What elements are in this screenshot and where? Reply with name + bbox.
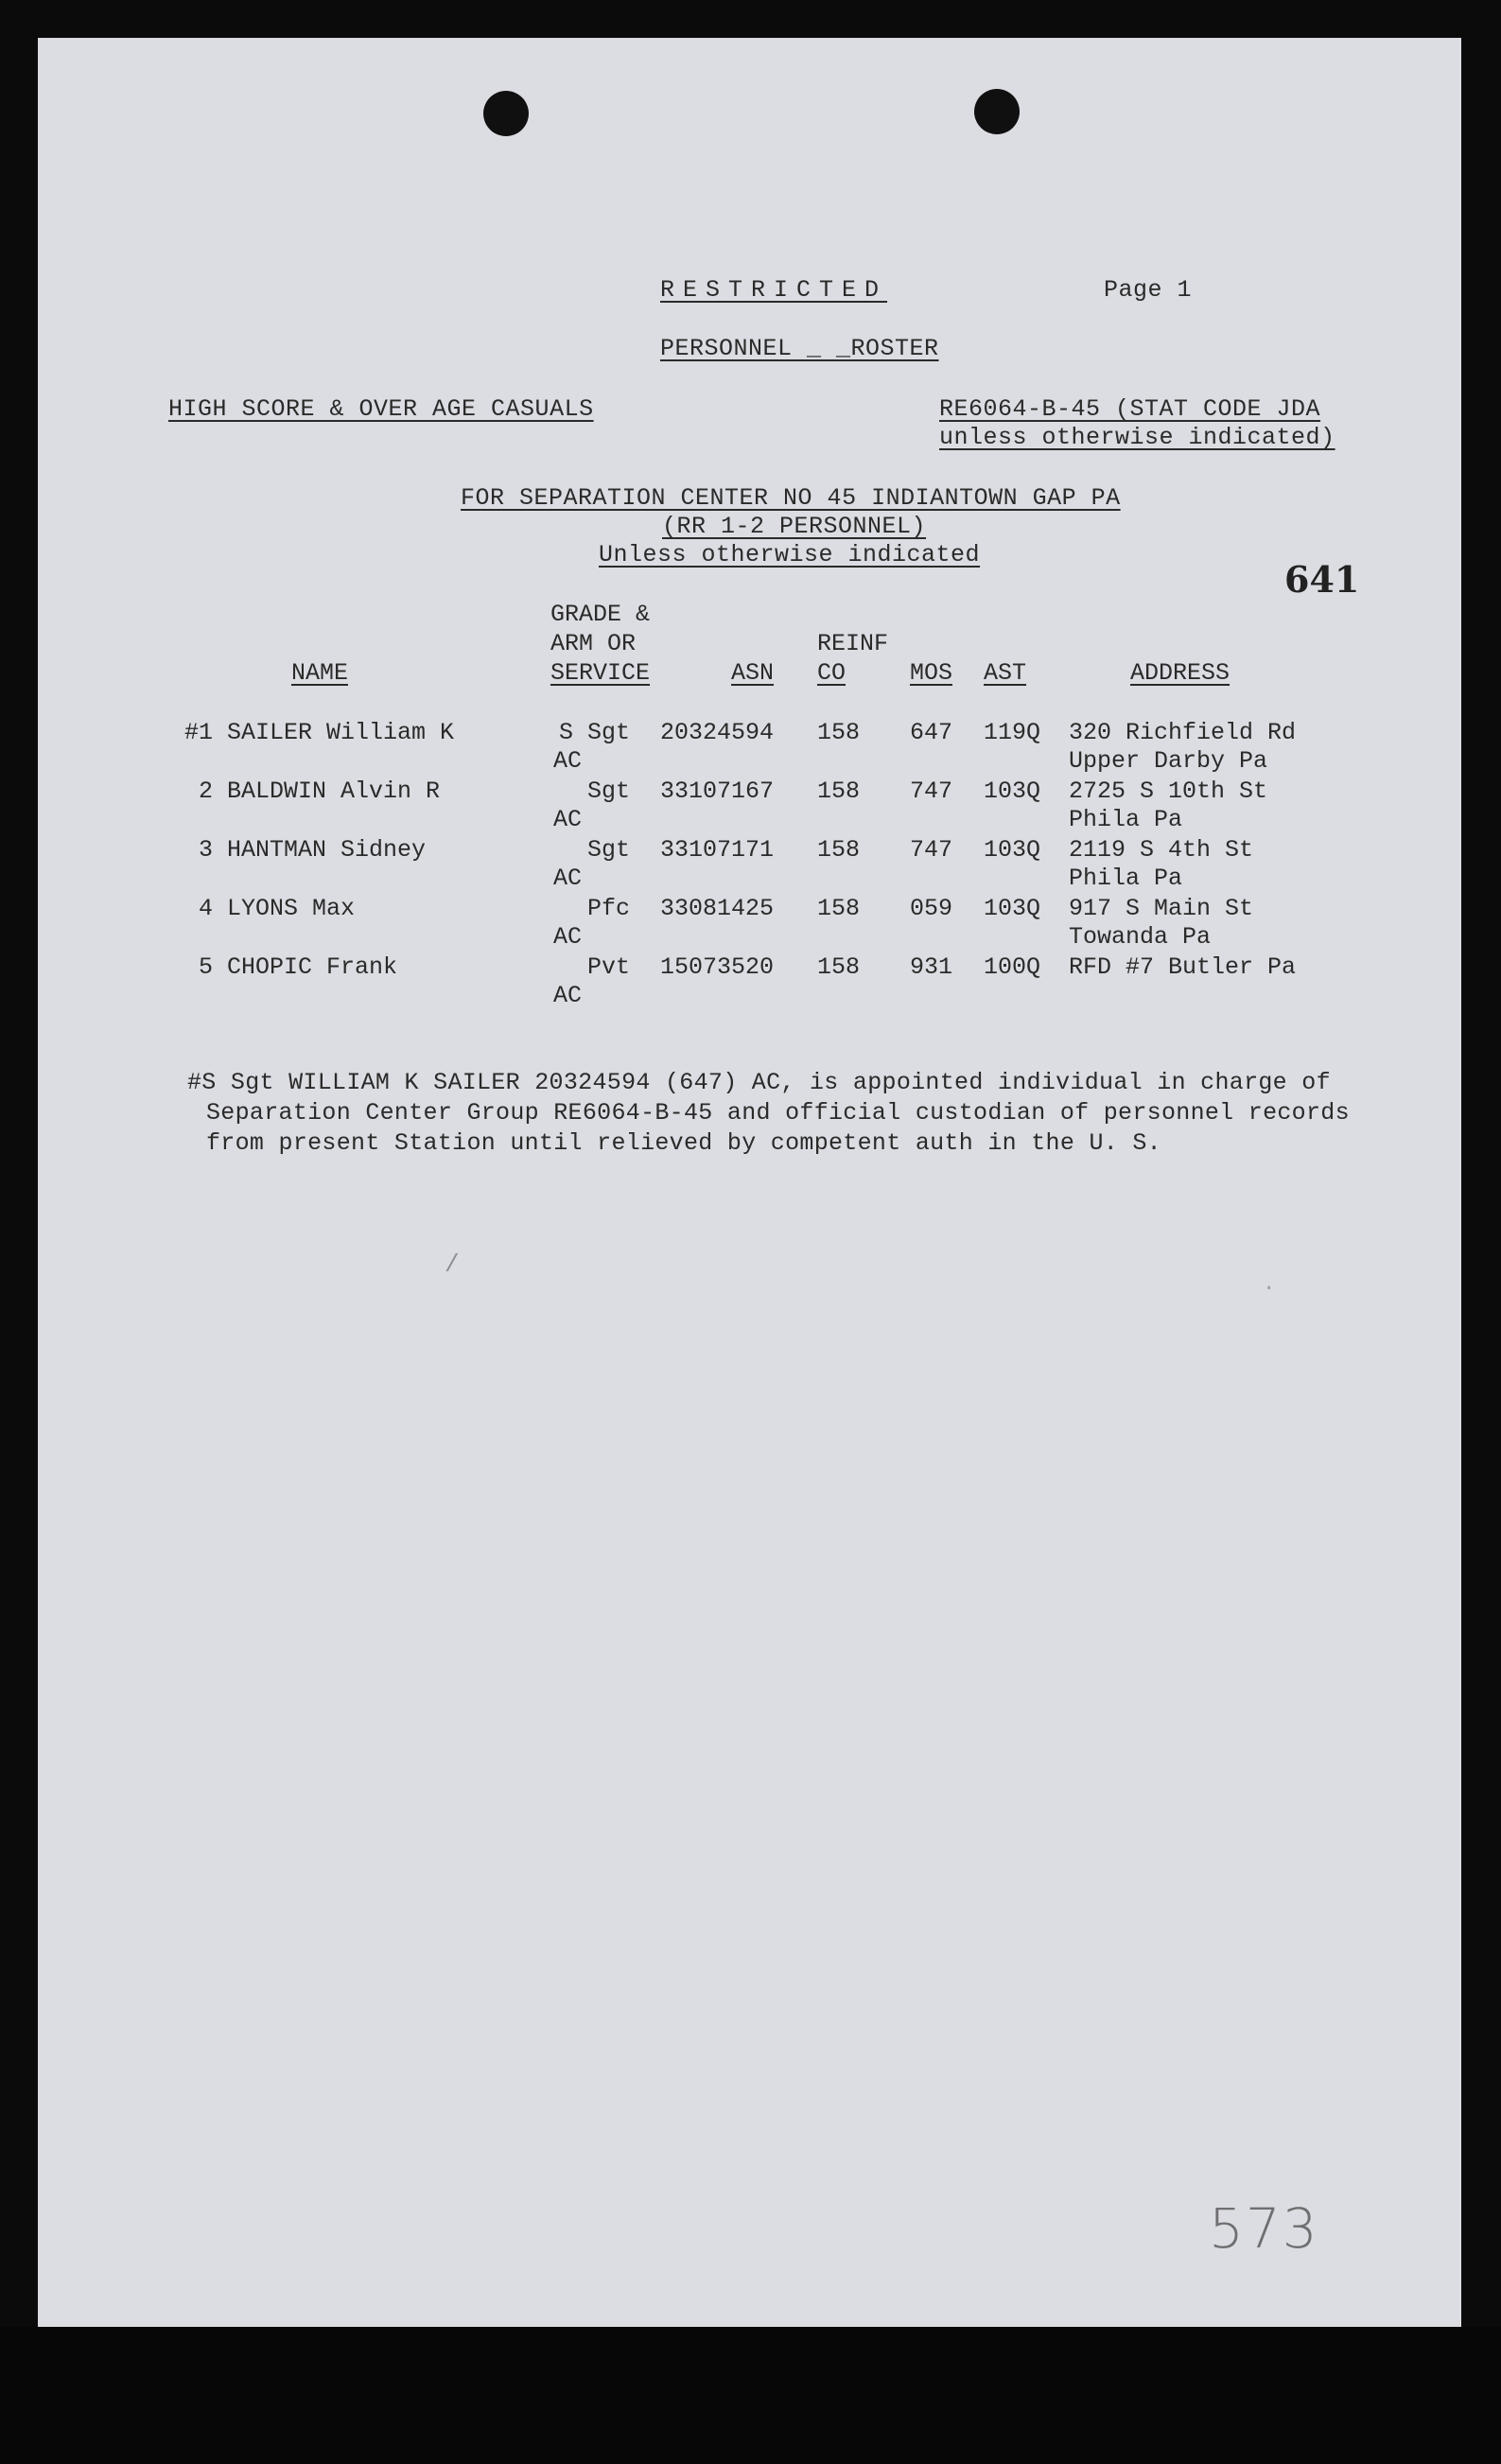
row-4-mos: 059 <box>910 895 953 922</box>
grade-header-line1: GRADE & <box>550 601 651 628</box>
row-5-mos: 931 <box>910 953 953 981</box>
row-3-asn: 33107171 <box>660 836 775 864</box>
row-3-arm: AC <box>553 865 583 892</box>
stray-dot: . <box>1263 1272 1276 1296</box>
roster-title: PERSONNEL _ _ROSTER <box>660 335 939 362</box>
ast-header: AST <box>984 659 1027 687</box>
row-4-grade: Pfc <box>586 895 630 922</box>
row-5-number: 5 <box>198 953 213 981</box>
order-reference: RE6064-B-45 (STAT CODE JDA <box>939 395 1321 423</box>
document-page <box>38 38 1461 2327</box>
footnote-line2: Separation Center Group RE6064-B-45 and official custodian of personnel records <box>206 1099 1350 1127</box>
row-2-address-line2: Phila Pa <box>1069 806 1183 833</box>
reinf-header-line1: REINF <box>817 630 889 657</box>
row-2-address-line1: 2725 S 10th St <box>1069 778 1268 805</box>
stamped-number: 641 <box>1284 558 1360 601</box>
group-title: HIGH SCORE & OVER AGE CASUALS <box>168 395 594 423</box>
row-3-mos: 747 <box>910 836 953 864</box>
qualifier-line: Unless otherwise indicated <box>599 541 981 568</box>
asn-header: ASN <box>731 659 775 687</box>
row-1-co: 158 <box>817 719 861 746</box>
row-2-arm: AC <box>553 806 583 833</box>
grade-header-line3: SERVICE <box>550 659 651 687</box>
row-4-co: 158 <box>817 895 861 922</box>
row-4-address-line2: Towanda Pa <box>1069 923 1212 951</box>
row-3-name: HANTMAN Sidney <box>227 836 427 864</box>
row-5-co: 158 <box>817 953 861 981</box>
row-4-asn: 33081425 <box>660 895 775 922</box>
row-1-arm: AC <box>553 747 583 775</box>
row-1-mos: 647 <box>910 719 953 746</box>
name-header: NAME <box>291 659 349 687</box>
row-3-address-line1: 2119 S 4th St <box>1069 836 1254 864</box>
row-5-grade: Pvt <box>586 953 630 981</box>
row-2-name: BALDWIN Alvin R <box>227 778 441 805</box>
row-1-grade: S Sgt <box>558 719 630 746</box>
destination-line: FOR SEPARATION CENTER NO 45 INDIANTOWN GAP PA <box>461 484 1121 512</box>
mos-header: MOS <box>910 659 953 687</box>
row-3-grade: Sgt <box>586 836 630 864</box>
address-header: ADDRESS <box>1130 659 1230 687</box>
page-number: Page 1 <box>1104 276 1193 304</box>
scan-border <box>0 2327 1501 2464</box>
row-5-address-line1: RFD #7 Butler Pa <box>1069 953 1297 981</box>
row-2-number: 2 <box>198 778 213 805</box>
row-3-co: 158 <box>817 836 861 864</box>
grade-header-line2: ARM OR <box>550 630 637 657</box>
row-3-ast: 103Q <box>984 836 1041 864</box>
row-1-ast: 119Q <box>984 719 1041 746</box>
order-reference-note: unless otherwise indicated) <box>939 424 1335 451</box>
row-2-asn: 33107167 <box>660 778 775 805</box>
handwritten-page-number: 573 <box>1209 2196 1319 2261</box>
stray-mark: / <box>445 1250 460 1279</box>
classification-heading: RESTRICTED <box>660 276 888 304</box>
row-1-address-line2: Upper Darby Pa <box>1069 747 1268 775</box>
row-3-number: 3 <box>198 836 213 864</box>
reinf-header-line2: CO <box>817 659 846 687</box>
row-5-ast: 100Q <box>984 953 1041 981</box>
row-3-address-line2: Phila Pa <box>1069 865 1183 892</box>
footnote-line3: from present Station until relieved by competent auth in the U. S. <box>206 1129 1161 1157</box>
row-4-ast: 103Q <box>984 895 1041 922</box>
row-1-address-line1: 320 Richfield Rd <box>1069 719 1297 746</box>
row-1-number: #1 <box>183 719 213 746</box>
row-2-grade: Sgt <box>586 778 630 805</box>
row-4-name: LYONS Max <box>227 895 356 922</box>
row-2-ast: 103Q <box>984 778 1041 805</box>
row-4-arm: AC <box>553 923 583 951</box>
punch-hole-left <box>483 91 529 136</box>
row-2-co: 158 <box>817 778 861 805</box>
row-1-asn: 20324594 <box>660 719 775 746</box>
row-4-number: 4 <box>198 895 213 922</box>
row-2-mos: 747 <box>910 778 953 805</box>
footnote-line1: #S Sgt WILLIAM K SAILER 20324594 (647) AC, is appointed individual in charge of <box>187 1069 1331 1096</box>
row-1-name: SAILER William K <box>227 719 455 746</box>
row-5-asn: 15073520 <box>660 953 775 981</box>
row-5-arm: AC <box>553 982 583 1009</box>
row-5-name: CHOPIC Frank <box>227 953 398 981</box>
punch-hole-right <box>974 89 1020 134</box>
personnel-type: (RR 1-2 PERSONNEL) <box>662 513 927 540</box>
row-4-address-line1: 917 S Main St <box>1069 895 1254 922</box>
